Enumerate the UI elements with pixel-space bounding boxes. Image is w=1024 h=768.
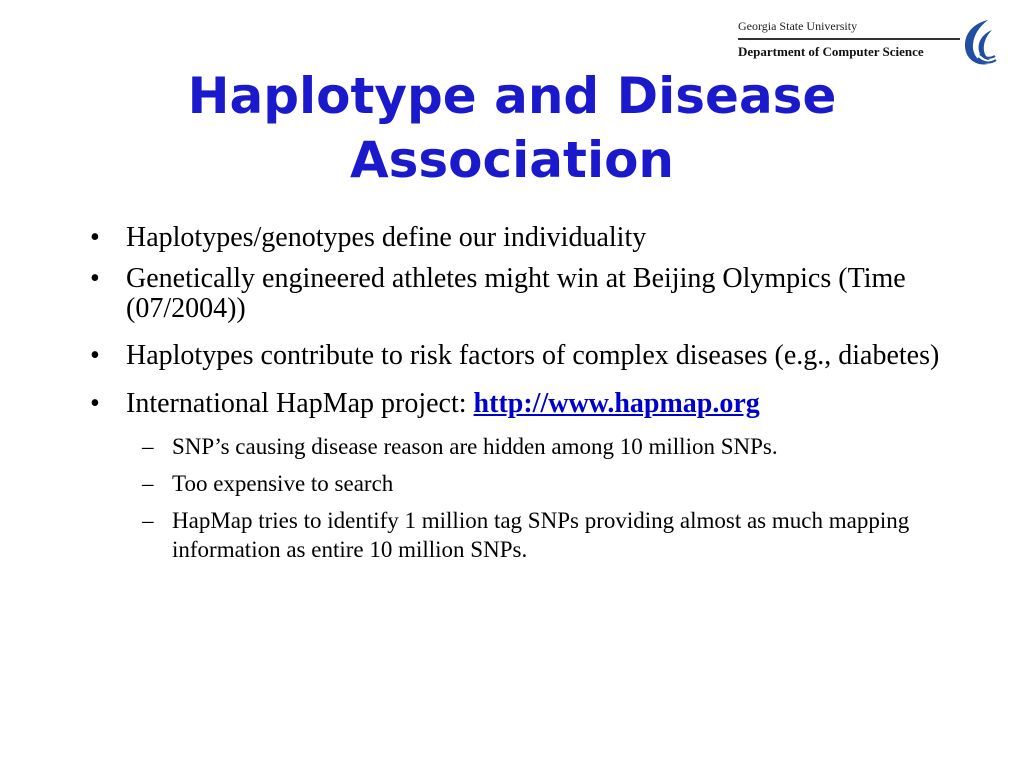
- title-line-2: Association: [349, 131, 675, 189]
- sub-bullet-text: SNP’s causing disease reason are hidden among 10 million SNPs.: [172, 434, 778, 459]
- bullet-marker: •: [90, 263, 100, 294]
- hapmap-link[interactable]: http://www.hapmap.org: [473, 388, 760, 419]
- bullet-text: Genetically engineered athletes might win at Beijing Olympics (Time (07/2004)): [126, 263, 906, 324]
- sub-bullet-text: Too expensive to search: [172, 471, 394, 496]
- bullet-text: International HapMap project:: [126, 388, 474, 419]
- bullet-marker: •: [90, 340, 100, 371]
- gsu-cs-logo: [732, 14, 1002, 70]
- bullet-marker: •: [90, 222, 100, 253]
- gsu-flame-logo-icon: [958, 16, 998, 68]
- sub-bullet-item: [90, 469, 990, 498]
- bullet-item: [90, 338, 990, 374]
- bullet-list: [90, 222, 990, 564]
- bullet-item: [90, 388, 990, 420]
- sub-bullet-text: HapMap tries to identify 1 million tag SNPs providing almost as much mapping information as entire 10 million SNPs.: [172, 508, 910, 562]
- dash-marker: –: [142, 471, 154, 496]
- logo-university-name: Georgia State University: [738, 19, 858, 33]
- bullet-item: [90, 222, 990, 254]
- title-line-1: Haplotype and Disease: [187, 67, 837, 125]
- dash-marker: –: [142, 434, 154, 459]
- bullet-text: Haplotypes contribute to risk factors of complex diseases (e.g., diabetes): [126, 340, 940, 371]
- sub-bullet-item: [90, 432, 990, 461]
- logo-divider: [738, 38, 960, 40]
- slide-title: [0, 64, 1024, 192]
- bullet-marker: •: [90, 388, 100, 419]
- logo-department-name: Department of Computer Science: [738, 44, 924, 59]
- sub-bullet-item: [90, 506, 990, 564]
- bullet-text: Haplotypes/genotypes define our individuality: [126, 222, 647, 253]
- dash-marker: –: [142, 508, 154, 533]
- bullet-item: [90, 264, 990, 324]
